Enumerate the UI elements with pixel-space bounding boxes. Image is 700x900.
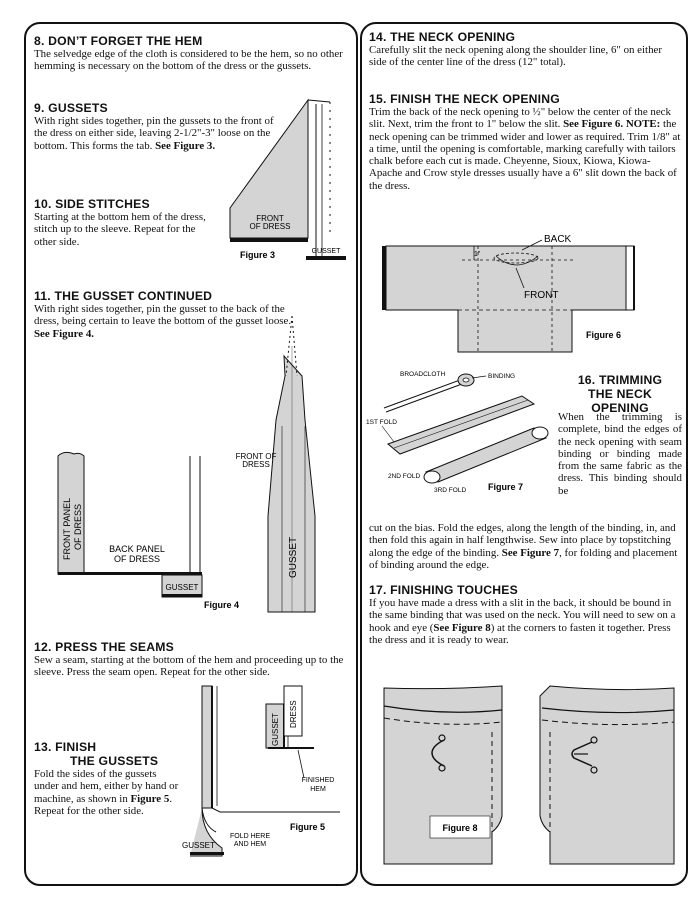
figure-5-gusset-horizontal-label: GUSSET [182, 841, 215, 850]
figure-4-dress-label: DRESS [242, 460, 270, 469]
figure-7-third-fold-label: 3RD FOLD [434, 487, 467, 494]
figure-5-reference: Figure 5 [130, 792, 170, 805]
figure-3-gusset-label: GUSSET [311, 248, 341, 255]
figure-3-label: Figure 3 [240, 250, 276, 260]
section-16-title [556, 373, 684, 415]
figure-6-reference: See Figure 6. NOTE: [563, 118, 661, 131]
figure-7-diagram [364, 366, 564, 506]
figure-5-fold-here-label: FOLD HERE [229, 833, 271, 840]
section-15-title: 15. FINISH THE NECK OPENING [369, 92, 560, 106]
section-14-title: 14. THE NECK OPENING [369, 30, 516, 44]
figure-7-second-fold-label: 2ND FOLD [388, 473, 421, 480]
figure-4-gusset-long-label: GUSSET [288, 536, 299, 578]
section-16-title-line2: THE NECK [588, 387, 652, 401]
section-17-title: 17. FINISHING TOUCHES [369, 583, 518, 597]
figure-6-front-label: FRONT [524, 290, 559, 301]
figure-4-reference: See Figure 4. [34, 327, 94, 340]
figure-5-and-hem-label: AND HEM [233, 841, 267, 848]
figure-7-broadcloth-label: BROADCLOTH [400, 371, 446, 378]
figure-6-label: Figure 6 [586, 330, 622, 340]
section-9-title: 9. GUSSETS [34, 101, 108, 115]
figure-5-diagram [180, 684, 352, 868]
section-16-body-narrow-wrap [558, 411, 682, 497]
section-13-title-line2: THE GUSSETS [70, 754, 159, 768]
section-11-title: 11. THE GUSSET CONTINUED [34, 289, 213, 303]
figure-4-back-panel-label: BACK PANEL [109, 544, 165, 554]
figure-5-hem-label: HEM [310, 786, 326, 793]
section-12-title: 12. PRESS THE SEAMS [34, 640, 174, 654]
figure-8-reference: See Figure 8 [433, 621, 491, 634]
section-8-body: The selvedge edge of the cloth is considered to be the hem, so no other hemming is necessary on the bottom of the dress or the gussets. [34, 48, 343, 73]
section-15-body: Trim the back of the neck opening to ½" below the center of the neck slit. Next, trim the front to 1" below the slit. See Figure 6. NOTE: the neck opening can be trimmed wider and lower as required. Trim 1/8" at a time, until the opening is comfortable, marking carefully with tailors chalk before each cut is made. Cheyenne, Sioux, Kiowa, Kiowa-Apache and Crow style dresses usually have a 6" slit down the back of the dress. [369, 106, 681, 192]
figure-4-label: Figure 4 [204, 600, 240, 610]
section-9-body: With right sides together, pin the gussets to the front of the dress on either side, leaving 2-1/2"-3" loose on the bottom. This forms the tab. See Figure 3. [34, 115, 274, 152]
figure-7-reference: See Figure 7 [501, 546, 560, 559]
section-16-title-line1: 16. TRIMMING [577, 373, 663, 387]
section-16-body-wide-wrap [369, 522, 681, 571]
figure-8-label: Figure 8 [442, 823, 478, 833]
figure-4-diagram [50, 316, 350, 616]
figure-4-gusset-label: GUSSET [165, 583, 199, 592]
section-14 [369, 30, 681, 69]
section-15 [369, 92, 681, 192]
section-16-body-narrow: When the trimming is complete, bind the edges of the neck opening with seam binding or binding made from the same fabric as the dress. This binding should be [558, 411, 682, 497]
section-13 [34, 740, 184, 817]
section-10-body: Starting at the bottom hem of the dress, stitch up to the sleeve. Repeat for the other side. [34, 211, 206, 248]
section-13-title-line1: 13. FINISH [34, 740, 97, 754]
section-12 [34, 640, 352, 679]
section-10-title: 10. SIDE STITCHES [34, 197, 150, 211]
section-8 [34, 34, 352, 73]
section-16-title-line3: OPENING [591, 401, 649, 415]
figure-3-of-dress-label: OF DRESS [249, 222, 291, 231]
figure-8-diagram [374, 676, 684, 868]
figure-7-binding-label: BINDING [488, 373, 516, 380]
figure-6-back-label: BACK [544, 234, 572, 245]
figure-4-of-dress2-label: OF DRESS [113, 554, 161, 564]
figure-3-diagram [210, 98, 350, 270]
figure-3-reference: See Figure 3. [155, 139, 216, 152]
figure-4-front-panel-label: FRONT PANEL [62, 497, 72, 560]
figure-6-diagram [366, 226, 684, 354]
figure-6-dim-label: 1" [474, 251, 481, 258]
section-16-body-wide: cut on the bias. Fold the edges, along the length of the binding, in, and then fold this again in half lengthwise. Sew into place by topstitching along the edge of the binding. See Figure 7, for folding and placement of binding around the edge. [369, 522, 678, 571]
figure-5-finished-label: FINISHED [301, 777, 335, 784]
figure-5-dress-vertical-label: DRESS [289, 700, 298, 728]
figure-7-label: Figure 7 [488, 482, 524, 492]
section-8-title: 8. DON’T FORGET THE HEM [34, 34, 203, 48]
figure-7-first-fold-label: 1ST FOLD [366, 419, 397, 426]
figure-4-front-of-label: FRONT OF [235, 452, 277, 461]
section-14-body: Carefully slit the neck opening along the shoulder line, 6" on either side of the center line of the dress (12" total). [369, 44, 662, 69]
figure-4-of-dress-label: OF DRESS [73, 503, 83, 550]
section-10 [34, 197, 210, 248]
section-12-body: Sew a seam, starting at the bottom of the hem and proceeding up to the sleeve. Press the seam open. Repeat for the other side. [34, 654, 344, 679]
figure-3-front-label: FRONT [256, 214, 284, 223]
section-17-body: If you have made a dress with a slit in the back, it should be bound in the same binding that was used on the neck. You will need to sew on a hook and eye (See Figure 8) at the corners to fasten it together. Press the dress and it is ready to wear. [369, 597, 676, 646]
section-17 [369, 583, 681, 646]
figure-5-gusset-vertical-label: GUSSET [271, 713, 280, 746]
figure-5-label: Figure 5 [290, 822, 326, 832]
section-11-body: With right sides together, pin the gusset to the back of the dress, being certain to leave the bottom of the gusset loose. See Figure 4. [34, 303, 292, 340]
section-13-body: Fold the sides of the gussets under and hem, either by hand or machine, as shown in Figure 5. Repeat for the other side. [34, 768, 179, 817]
